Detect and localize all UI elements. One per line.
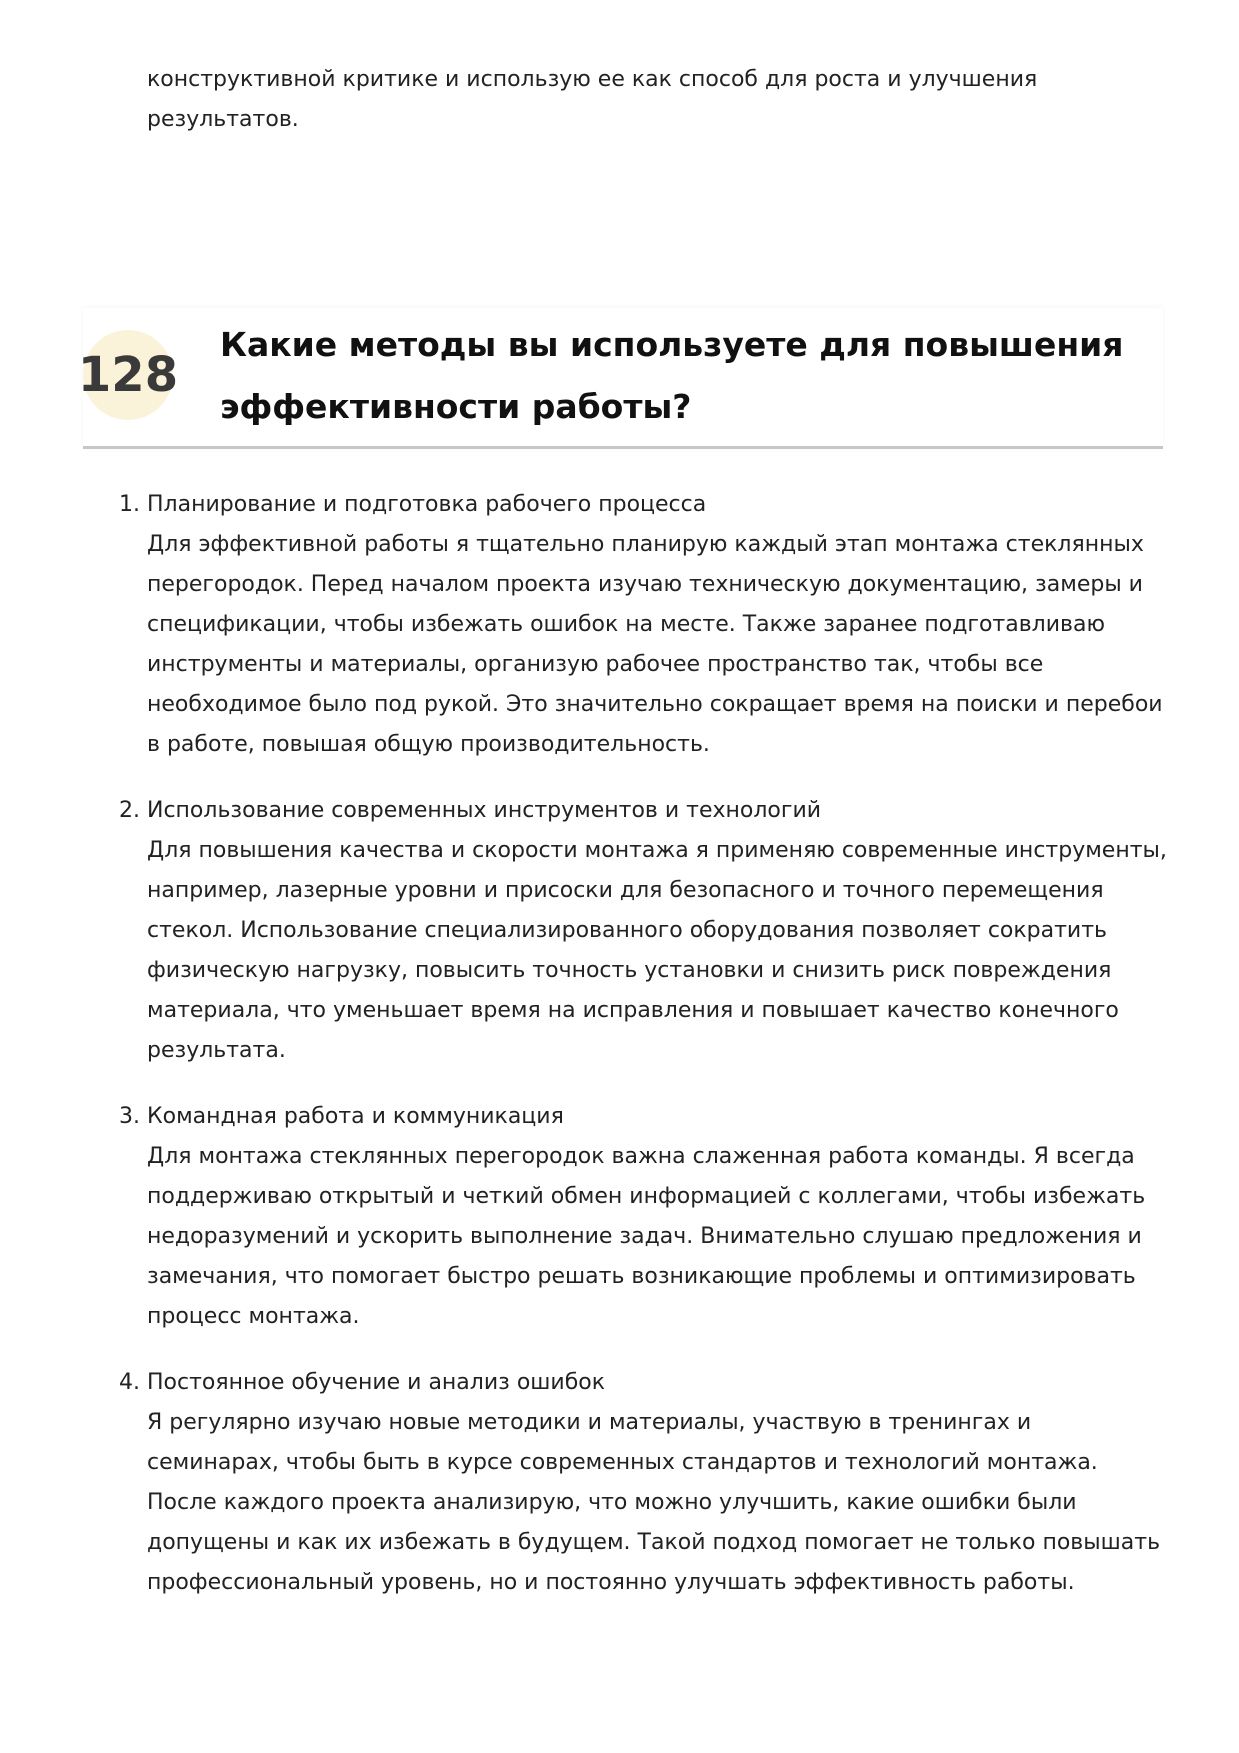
- previous-answer-continuation: [147, 60, 1167, 140]
- question-header: [77, 308, 1163, 449]
- item-heading: Планирование и подготовка рабочего процесса: [147, 492, 707, 517]
- answer-item-planning: [119, 485, 1167, 765]
- item-text: Я регулярно изучаю новые методики и материалы, участвую в тренингах и семинарах, чтобы быть в курсе современных стандартов и технологий монтажа. После каждого проекта анализирую, что можно улучшить, какие ошибки были допущены и как их избежать в будущем. Такой подход помогает не только повышать профессиональный уровень, но и постоянно улучшать эффективность работы.: [147, 1410, 1161, 1595]
- item-number: 4.: [119, 1370, 140, 1395]
- item-text: Для монтажа стеклянных перегородок важна слаженная работа команды. Я всегда поддерживаю открытый и четкий обмен информацией с коллегами, чтобы избежать недоразумений и ускорить выполнение задач. Внимательно слушаю предложения и замечания, что помогает быстро решать возникающие проблемы и оптимизировать процесс монтажа.: [147, 1144, 1146, 1329]
- item-number: 1.: [119, 492, 140, 517]
- item-heading: Использование современных инструментов и технологий: [147, 798, 822, 823]
- item-number: 3.: [119, 1104, 140, 1129]
- answer-item-tools: [119, 791, 1167, 1071]
- item-number: 2.: [119, 798, 140, 823]
- question-title: Какие методы вы используете для повышения эффективности работы?: [220, 325, 1124, 426]
- question-number-badge: 128: [83, 330, 173, 420]
- item-heading: Командная работа и коммуникация: [147, 1104, 564, 1129]
- item-heading: Постоянное обучение и анализ ошибок: [147, 1370, 606, 1395]
- answer-list: [119, 485, 1167, 1629]
- continuation-text: конструктивной критике и использую ее как способ для роста и улучшения результатов.: [147, 67, 1038, 132]
- item-text: Для эффективной работы я тщательно планирую каждый этап монтажа стеклянных перегородок. Перед началом проекта изучаю техническую документацию, замеры и спецификации, чтобы избежать ошибок на месте. Также заранее подготавливаю инструменты и материалы, организую рабочее пространство так, чтобы все необходимое было под рукой. Это значительно сокращает время на поиски и перебои в работе, повышая общую производительность.: [147, 532, 1163, 757]
- answer-item-learning: [119, 1363, 1167, 1603]
- item-text: Для повышения качества и скорости монтажа я применяю современные инструменты, например, лазерные уровни и присоски для безопасного и точного перемещения стекол. Использование специализированного оборудования позволяет сократить физическую нагрузку, повысить точность установки и снизить риск повреждения материала, что уменьшает время на исправления и повышает качество конечного результата.: [147, 838, 1167, 1063]
- answer-item-teamwork: [119, 1097, 1167, 1337]
